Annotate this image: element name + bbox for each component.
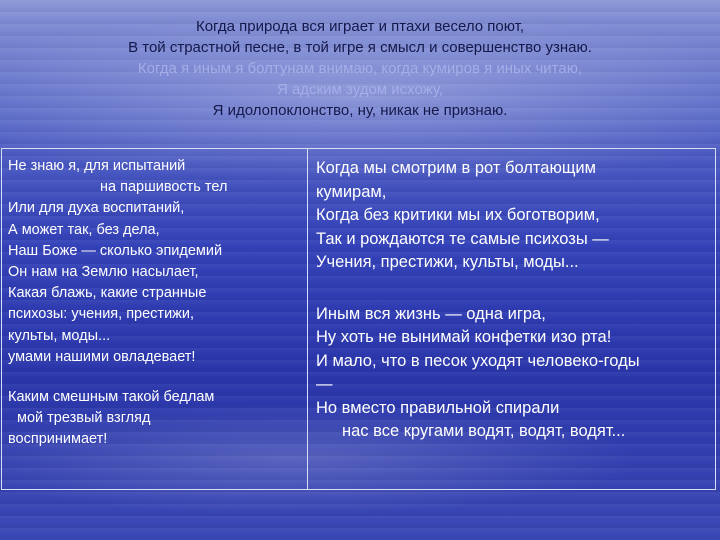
left-line: Наш Боже — сколько эпидемий xyxy=(8,242,223,259)
right-line: И мало, что в песок уходят человеко-годы xyxy=(316,351,640,370)
right-line: Так и рождаются те самые психозы — xyxy=(316,229,609,248)
right-line: Учения, престижи, культы, моды... xyxy=(316,253,579,271)
right-line: Когда мы смотрим в рот болтающим xyxy=(316,159,596,177)
left-line: воспринимает! xyxy=(8,431,108,448)
right-line: Ну хоть не вынимай конфетки изо рта! xyxy=(316,328,612,346)
title-line-3: Когда я иным я болтунам внимаю, когда кумиров я иных читаю, xyxy=(137,60,583,77)
right-line: кумирам, xyxy=(316,182,387,201)
title-line-1: Когда природа вся играет и птахи весело поют, xyxy=(195,18,525,35)
right-column xyxy=(308,149,715,489)
right-line: нас все кругами водят, водят, водят... xyxy=(342,422,626,440)
title-line-4: Я адским зудом исхожу, xyxy=(276,81,444,98)
right-line: Когда без критики мы их боготворим, xyxy=(316,206,600,224)
left-line: Не знаю я, для испытаний xyxy=(8,158,186,174)
title-line-2: В той страстной песне, в той игре я смысл и совершенство узнаю. xyxy=(128,39,592,56)
title-line-5: Я идолопоклонство, ну, никак не признаю. xyxy=(212,102,508,119)
left-line: Или для духа воспитаний, xyxy=(8,200,185,217)
left-line: умами нашими овладевает! xyxy=(8,348,196,365)
left-line: Он нам на Землю насылает, xyxy=(8,264,199,281)
left-line: Какая блажь, какие странные xyxy=(8,285,207,302)
right-line: Но вместо правильной спирали xyxy=(316,398,560,417)
left-line: на паршивость тел xyxy=(100,179,228,196)
slide-title xyxy=(20,16,700,121)
right-line: — xyxy=(316,375,333,393)
left-line: психозы: учения, престижи, xyxy=(8,306,195,323)
left-line: мой трезвый взгляд xyxy=(17,410,151,427)
right-line: Иным вся жизнь — одна игра, xyxy=(316,304,546,323)
poem-table xyxy=(1,148,716,490)
left-line: культы, моды... xyxy=(8,327,111,344)
left-line: Каким смешным такой бедлам xyxy=(8,389,215,406)
left-column xyxy=(2,149,308,489)
left-line: А может так, без дела, xyxy=(8,221,160,238)
